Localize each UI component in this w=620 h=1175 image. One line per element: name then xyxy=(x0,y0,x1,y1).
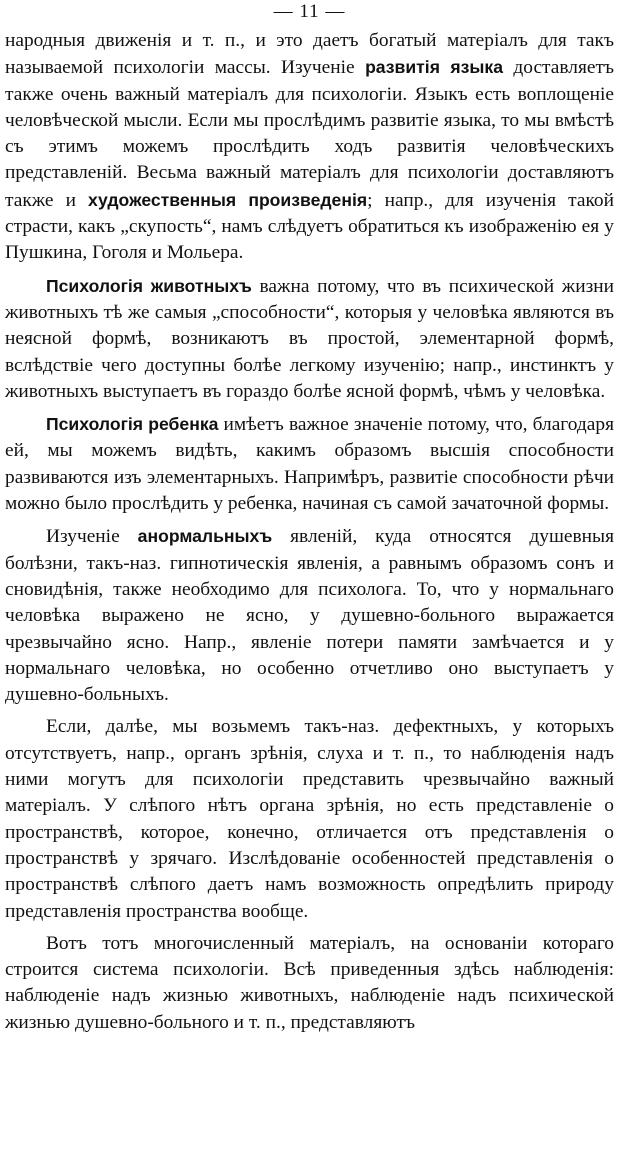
paragraph xyxy=(5,714,614,924)
emphasized-term: Психологія ребенка xyxy=(46,414,219,435)
emphasized-term: художественныя произведенія xyxy=(88,189,368,210)
body-text xyxy=(5,28,614,1036)
text-run: явленій, куда относятся душевныя болѣзни, такъ-наз. гипнотическія явленія, а равнымъ образомъ сонъ и сновидѣнія, также необходимо для психолога. То, что у нормальнаго человѣка выражено не ясно, у душевно-больного выражается чрезвычайно ясно. Напр., явленіе потери памяти замѣчается и у нормальнаго человѣка, но особенно отчетливо оно выступаетъ у душевно-больныхъ. xyxy=(5,526,615,706)
text-run: Изученіе xyxy=(46,526,138,548)
paragraph xyxy=(5,28,614,267)
paragraph xyxy=(5,411,614,517)
emphasized-term: Психологія животныхъ xyxy=(46,275,252,296)
text-run: Вотъ тотъ многочисленный матеріалъ, на основаніи котораго строится система психологіи. Всѣ приведенныя здѣсь наблюденія: наблюденіе надъ жизнью животныхъ, наблюденіе надъ психической жизнью душевно-больного и т. п., представляютъ xyxy=(5,932,614,1033)
emphasized-term: анормальныхъ xyxy=(137,526,273,547)
paragraph xyxy=(5,273,614,405)
text-run: доставляетъ также очень важный матеріалъ для психологіи. Языкъ есть воплощеніе человѣческой мысли. Если мы прослѣдимъ развитіе языка, то мы вмѣстѣ съ этимъ можемъ прослѣдить ходъ развитія человѣческихъ представленій. Весьма важный матеріалъ для психологіи доставляютъ также и xyxy=(5,57,614,211)
text-run: важна потому, что въ психической жизни животныхъ тѣ же самыя „способности“, которыя у человѣка являются въ неясной формѣ, возникаютъ въ простой, элементарной формѣ, вслѣдствіе чего доступны болѣе легкому изученію; напр., инстинктъ у животныхъ выступаетъ въ гораздо болѣе ясной формѣ, чѣмъ у человѣка. xyxy=(5,275,614,402)
text-run: имѣетъ важное значеніе потому, что, благодаря ей, мы можемъ видѣть, какимъ образомъ высшія способности развиваются изъ элементарныхъ. Напримѣръ, развитіе способности рѣчи можно было прослѣдить у ребенка, начиная съ самой зачаточной формы. xyxy=(5,414,614,515)
paragraph xyxy=(5,523,614,708)
paragraph xyxy=(5,931,614,1036)
emphasized-term: развитія языка xyxy=(365,57,504,78)
text-run: Если, далѣе, мы возьмемъ такъ-наз. дефектныхъ, у которыхъ отсутствуетъ, напр., органъ зрѣнія, слуха и т. п., то наблюденія надъ ними могутъ для психологіи представить чрезвычайно важный матеріалъ. У слѣпого нѣтъ органа зрѣнія, но есть представленіе о пространствѣ, которое, конечно, отличается отъ представленія о пространствѣ у зрячаго. Изслѣдованіе особенностей представленія о пространствѣ слѣпого даетъ намъ возможность опредѣлить природу представленія пространства вообще. xyxy=(5,716,614,922)
page-number: — 11 — xyxy=(273,1,346,22)
text-run: народныя движенія и т. п., и это даетъ богатый матеріалъ для такъ называемой психологіи массы. Изученіе xyxy=(5,30,614,79)
text-run: ; напр., для изученія такой страсти, какъ „скупость“, намъ слѣдуетъ обратиться къ изображенію ея у Пушкина, Гоголя и Мольера. xyxy=(5,189,614,264)
